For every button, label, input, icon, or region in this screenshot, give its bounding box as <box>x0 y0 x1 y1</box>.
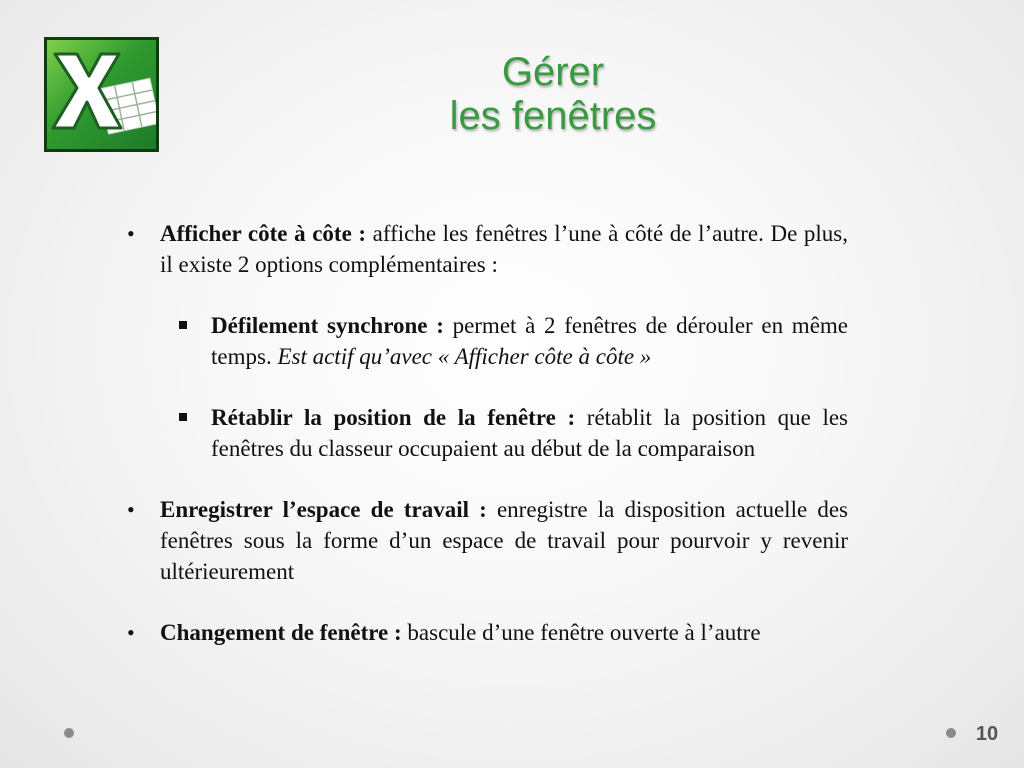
slide-content <box>120 218 848 648</box>
square-bullet-icon <box>179 413 187 421</box>
bullet-term: Changement de fenêtre : <box>160 620 402 645</box>
bullet-item <box>120 617 848 648</box>
slide-title <box>350 50 756 138</box>
sub-bullet-term: Défilement synchrone : <box>211 313 444 338</box>
decorative-dot-right <box>946 728 956 738</box>
sub-bullet-term: Rétablir la position de la fenêtre : <box>211 405 576 430</box>
excel-logo-icon <box>44 37 159 152</box>
sub-bullet-note: Est actif qu’avec « Afficher côte à côte » <box>277 344 652 369</box>
sub-bullet-item <box>170 402 848 464</box>
page-number: 10 <box>975 723 999 745</box>
excel-x-sheet-icon <box>47 40 156 149</box>
bullet-item <box>120 494 848 587</box>
sub-bullet-text: rétablit la position que les fenêtres du classeur occupaient au début de la comparaison <box>211 405 848 461</box>
bullet-dot-icon: • <box>127 497 135 522</box>
bullet-text: bascule d’une fenêtre ouverte à l’autre <box>401 620 761 645</box>
bullet-dot-icon: • <box>127 221 135 246</box>
bullet-term: Afficher côte à côte : <box>160 221 367 246</box>
square-bullet-icon <box>179 321 187 329</box>
title-line-1: Gérer <box>501 50 605 94</box>
bullet-term: Enregistrer l’espace de travail : <box>160 497 487 522</box>
bullet-text: affiche les fenêtres l’une à côté de l’autre. De plus, il existe 2 options complémentaires : <box>160 221 848 277</box>
bullet-text: enregistre la disposition actuelle des fenêtres sous la forme d’un espace de travail pour pourvoir y revenir ultérieurement <box>160 497 848 584</box>
bullet-item <box>120 218 848 280</box>
decorative-dot-left <box>64 728 74 738</box>
sub-bullet-text: permet à 2 fenêtres de dérouler en même temps. <box>211 313 849 369</box>
sub-bullet-item <box>170 310 848 372</box>
bullet-dot-icon: • <box>127 620 135 645</box>
excel-logo-background <box>47 40 156 149</box>
title-line-2: les fenêtres <box>449 94 657 138</box>
